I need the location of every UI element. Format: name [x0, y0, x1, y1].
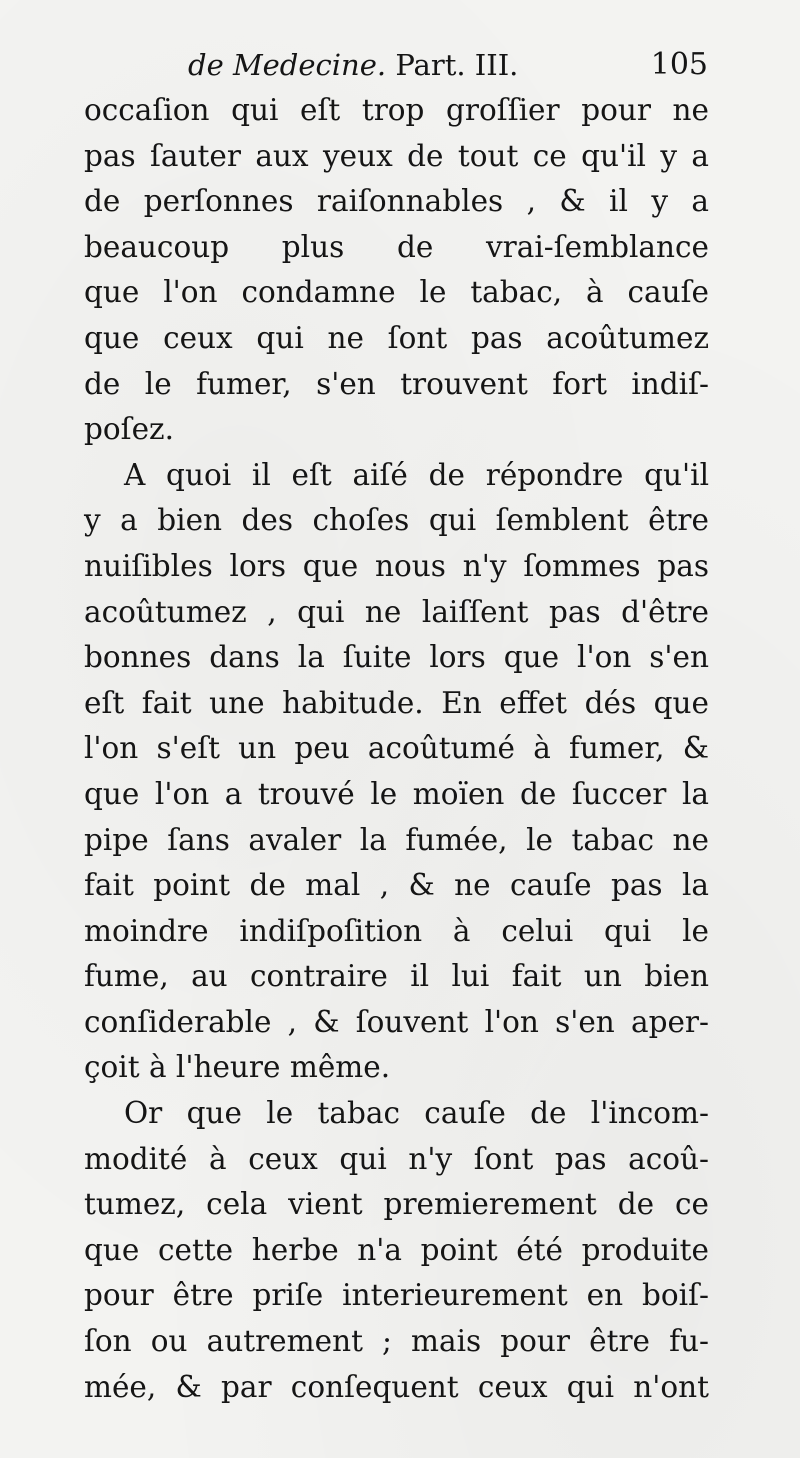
paragraph-start-line: Or que le tabac cauſe de l'incom- [124, 1096, 709, 1131]
text-line: que ceux qui ne ſont pas acoûtumez [84, 320, 709, 355]
text-line: fait point de mal , & ne cauſe pas la [84, 868, 709, 903]
text-line: pas ſauter aux yeux de tout ce qu'il y a [84, 138, 709, 173]
page-number: 105 [650, 47, 708, 82]
text-line: l'on s'eſt un peu acoûtumé à fumer, & [84, 731, 709, 766]
text-line: poſez. [84, 412, 174, 447]
text-line: que l'on condamne le tabac, à cauſe [84, 275, 709, 310]
text-line: de perſonnes raiſonnables , & il y a [84, 184, 709, 219]
text-line: pipe ſans avaler la fumée, le tabac ne [84, 822, 709, 857]
text-line: mée, & par conſequent ceux qui n'ont [84, 1369, 709, 1404]
text-line: fume, au contraire il lui fait un bien [84, 959, 709, 994]
body-text [84, 88, 709, 1410]
text-line: conſiderable , & ſouvent l'on s'en aper- [84, 1004, 709, 1039]
text-line: que cette herbe n'a point été produite [84, 1232, 709, 1267]
text-line: que l'on a trouvé le moïen de ſuccer la [84, 776, 709, 811]
text-line: eſt fait une habitude. En effet dés que [84, 685, 709, 720]
text-line: occaſion qui eſt trop groſſier pour ne [84, 93, 709, 127]
text-line: pour être priſe interieurement en boiſ- [84, 1278, 709, 1313]
page-header [188, 40, 708, 90]
text-line: çoit à l'heure même. [84, 1050, 391, 1085]
text-line: ſon ou autrement ; mais pour être fu- [84, 1324, 709, 1359]
text-line: modité à ceux qui n'y ſont pas acoû- [84, 1141, 709, 1176]
text-line: moindre indiſpoſition à celui qui le [84, 913, 709, 948]
text-line: nuiſibles lors que nous n'y ſommes pas [84, 548, 709, 583]
text-line: beaucoup plus de vrai-ſemblance [84, 229, 709, 264]
paragraph-start-line: A quoi il eſt aiſé de répondre qu'il [124, 457, 709, 492]
running-title-part: Part. III. [395, 48, 519, 82]
text-line: y a bien des choſes qui ſemblent être [84, 503, 709, 538]
running-title [188, 40, 518, 90]
text-line: de le fumer, s'en trouvent fort indiſ- [84, 366, 709, 401]
text-line: acoûtumez , qui ne laiſſent pas d'être [84, 594, 709, 629]
text-line: bonnes dans la ſuite lors que l'on s'en [84, 640, 709, 675]
text-line: tumez, cela vient premierement de ce [84, 1187, 709, 1222]
running-title-italic: de Medecine. [188, 48, 387, 82]
